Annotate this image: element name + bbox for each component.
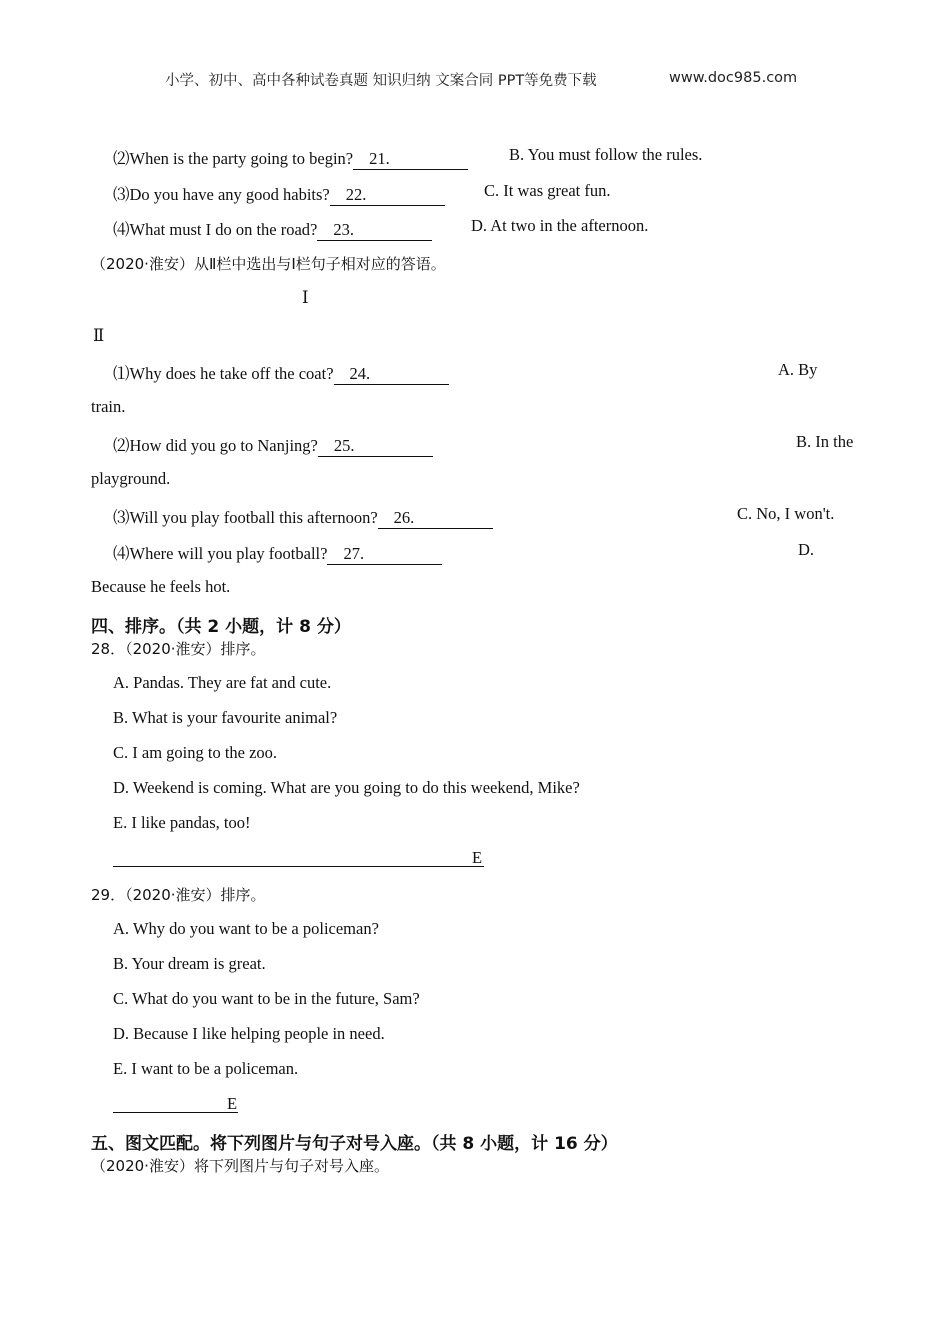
answer-blank-25[interactable]: 25. [318,437,433,457]
option-c: C. I am going to the zoo. [113,743,278,762]
part2-instruction: （2020·淮安）从Ⅱ栏中选出与Ⅰ栏句子相对应的答语。 [91,255,446,273]
header-site-link[interactable]: www.doc985.com [669,70,798,86]
question-text: ⑴Why does he take off the coat? [113,364,334,383]
option-b: B. What is your favourite animal? [113,708,338,727]
question-text: ⑵How did you go to Nanjing? [113,436,318,455]
option-text: B. You must follow the rules. [509,145,703,164]
option-text: A. By [778,360,818,379]
option-e: E. I like pandas, too! [113,813,251,832]
answer-line-29[interactable] [113,1112,238,1113]
question-text: ⑵When is the party going to begin? [113,149,354,168]
option-e: E. I want to be a policeman. [113,1059,299,1078]
match-item-22 [113,181,445,206]
header-tagline: 小学、初中、高中各种试卷真题 知识归纳 文案合同 PPT等免费下载 [165,73,597,89]
match-item-24 [113,360,449,385]
option-text-wrap: playground. [91,469,171,488]
option-a: A. Pandas. They are fat and cute. [113,673,332,692]
answer-end-29: E [227,1094,238,1113]
option-text: D. At two in the afternoon. [471,216,649,235]
option-text: B. In the [796,432,854,451]
question-text: ⑶Will you play football this afternoon? [113,508,378,527]
section-title-5: 五、图文匹配。将下列图片与句子对号入座。（共 8 小题，计 16 分） [91,1134,618,1154]
match-item-25 [113,432,433,457]
answer-blank-26[interactable]: 26. [378,509,493,529]
column-header-1: Ⅰ [302,288,309,307]
option-d: D. Because I like helping people in need. [113,1024,385,1043]
option-c: C. What do you want to be in the future, Sam? [113,989,420,1008]
answer-blank-27[interactable]: 27. [327,545,442,565]
option-d: D. Weekend is coming. What are you going to do this weekend, Mike? [113,778,580,797]
question-text: ⑶Do you have any good habits? [113,185,330,204]
match-item-26 [113,504,493,529]
option-text: C. It was great fun. [484,181,611,200]
option-a: A. Why do you want to be a policeman? [113,919,379,938]
section-title-4: 四、排序。（共 2 小题，计 8 分） [91,617,351,637]
option-text-wrap: train. [91,397,126,416]
question-text: ⑷What must I do on the road? [113,220,318,239]
match-item-23 [113,216,432,241]
answer-blank-22[interactable]: 22. [330,186,445,206]
question-stem-29: 29．（2020·淮安）排序。 [91,886,266,904]
answer-blank-24[interactable]: 24. [334,365,449,385]
match-item-21 [113,145,468,170]
question-text: ⑷Where will you play football? [113,544,328,563]
question-stem-28: 28．（2020·淮安）排序。 [91,640,266,658]
option-b: B. Your dream is great. [113,954,266,973]
section5-instruction: （2020·淮安）将下列图片与句子对号入座。 [91,1157,389,1175]
column-header-2: Ⅱ [93,326,105,345]
option-text-wrap: Because he feels hot. [91,577,231,596]
option-text: C. No, I won't. [737,504,835,523]
answer-line-28[interactable] [113,866,484,867]
option-text: D. [798,540,815,559]
answer-blank-21[interactable]: 21. [353,150,468,170]
answer-blank-23[interactable]: 23. [317,221,432,241]
match-item-27 [113,540,442,565]
answer-end-28: E [472,848,483,867]
